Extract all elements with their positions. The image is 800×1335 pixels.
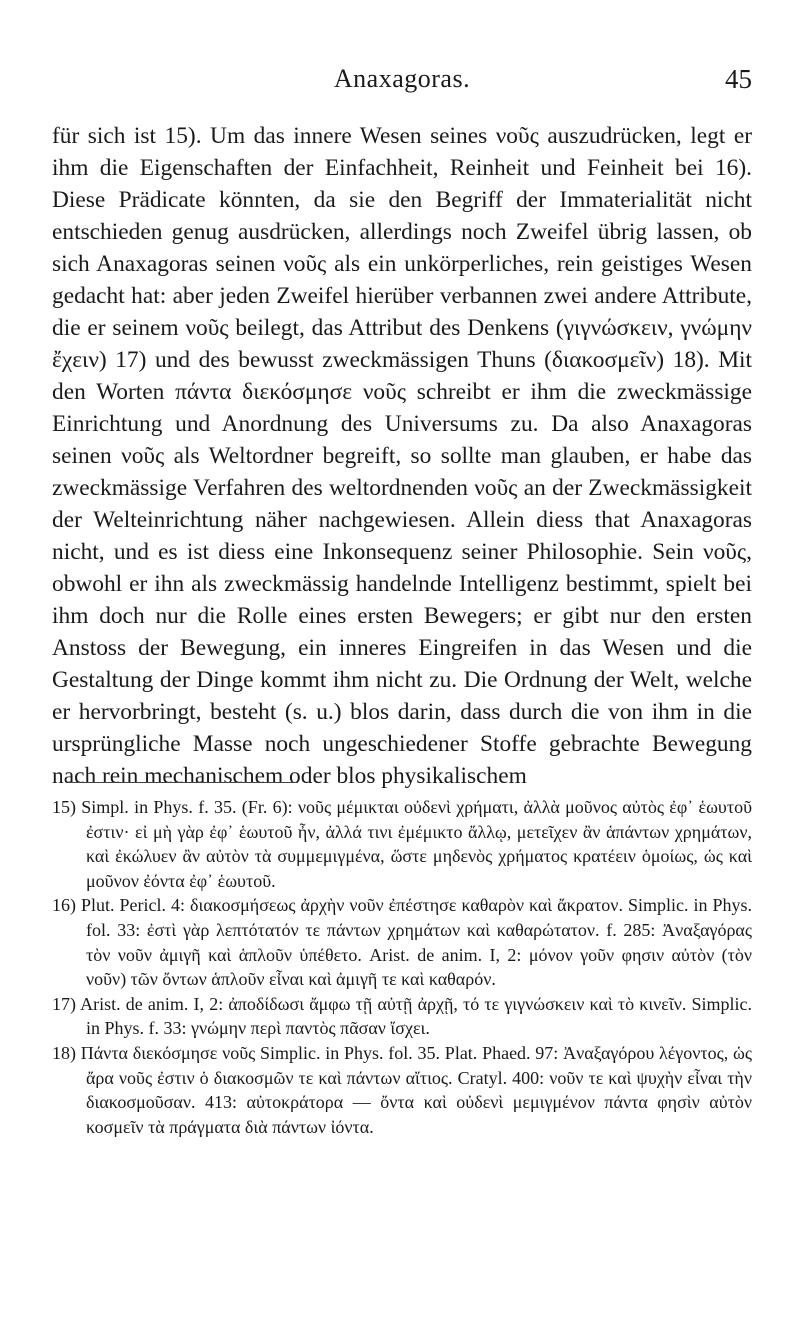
footnote-17: 17) Arist. de anim. I, 2: ἀποδίδωσι ἄμφω τῇ αὐτῇ ἀρχῇ, τό τε γιγνώσκειν καὶ τὸ κινεῖν. Simplic. in Phys. f. 33: γνώμην περὶ παντὸς πᾶσαν ἴσχει. xyxy=(52,993,752,1039)
main-text xyxy=(52,120,752,792)
footnotes xyxy=(52,795,752,1139)
footnote-16: 16) Plut. Pericl. 4: διακοσμήσεως ἀρχὴν νοῦν ἐπέστησε καθαρὸν καὶ ἄκρατον. Simplic. in Phys. fol. 33: ἐστὶ γὰρ λεπτότατόν τε πάντων χρημάτων καὶ καθαρώτατον. f. 285: Ἀναξαγόρας τὸν νοῦν ἀμιγῆ καὶ ἁπλοῦν ὑπέθετο. Arist. de anim. I, 2: μόνον γοῦν φησιν αὐτὸν (τὸν νοῦν) τῶν ὄντων ἁπλοῦν εἶναι καὶ ἀμιγῆ τε καὶ καθαρόν. xyxy=(52,895,752,990)
footnote-15: 15) Simpl. in Phys. f. 35. (Fr. 6): νοῦς μέμικται οὐδενὶ χρήματι, ἀλλὰ μοῦνος αὐτὸς ἐφ᾽ ἑωυτοῦ ἐστιν· εἰ μὴ γὰρ ἐφ᾽ ἑωυτοῦ ἦν, ἀλλά τινι ἐμέμικτο ἄλλῳ, μετεῖχεν ἂν ἁπάντων χρημάτων, καὶ ἐκώλυεν ἂν αὐτὸν τὰ συμμεμιγμένα, ὥστε μηδενὸς χρήματος κρατέειν ὁμοίως, ὡς καὶ μοῦνον ἐόντα ἐφ᾽ ἑωυτοῦ. xyxy=(52,797,752,891)
page-header xyxy=(52,64,752,104)
footnote-18: 18) Πάντα διεκόσμησε νοῦς Simplic. in Phys. fol. 35. Plat. Phaed. 97: Ἀναξαγόρου λέγοντος, ὡς ἄρα νοῦς ἐστιν ὁ διακοσμῶν τε καὶ πάντων αἴτιος. Cratyl. 400: νοῦν τε καὶ ψυχὴν εἶναι τὴν διακοσμοῦσαν. 413: αὐτοκράτορα — ὄντα καὶ οὐδενὶ μεμιγμένον πάντα φησὶν αὐτὸν κοσμεῖν τὰ πράγματα διὰ πάντων ἰόντα. xyxy=(52,1042,752,1137)
footnote-separator xyxy=(68,782,298,783)
running-title: Anaxagoras. xyxy=(333,64,471,93)
page-number: 45 xyxy=(725,64,752,94)
body-paragraph: für sich ist 15). Um das innere Wesen seines νοῦς auszudrücken, legt er ihm die Eigenschaften der Einfachheit, Reinheit und Feinheit bei 16). Diese Prädicate könnten, da sie den Begriff der Immaterialität nicht entschieden genug ausdrücken, allerdings noch Zweifel übrig lassen, ob sich Anaxagoras seinen νοῦς als ein unkörperliches, rein geistiges Wesen gedacht hat: aber jeden Zweifel hierüber verbannen zwei andere Attribute, die er seinem νοῦς beilegt, das Attribut des Denkens (γιγνώσκειν, γνώμην ἔχειν) 17) und des bewusst zweckmässigen Thuns (διακοσμεῖν) 18). Mit den Worten πάντα διεκόσμησε νοῦς schreibt er ihm die zweckmässige Einrichtung und Anordnung des Universums zu. Da also Anaxagoras seinen νοῦς als Weltordner begreift, so sollte man glauben, er habe das zweckmässige Verfahren des weltordnenden νοῦς an der Zweckmässigkeit der Welteinrichtung näher nachgewiesen. Allein diess that Anaxagoras nicht, und es ist diess eine Inkonsequenz seiner Philosophie. Sein νοῦς, obwohl er ihn als zweckmässig handelnde Intelligenz bestimmt, spielt bei ihm doch nur die Rolle eines ersten Bewegers; er gibt nur den ersten Anstoss der Bewegung, ein inneres Eingreifen in das Wesen und die Gestaltung der Dinge kommt ihm nicht zu. Die Ordnung der Welt, welche er hervorbringt, besteht (s. u.) blos darin, dass durch die von ihm in die ursprüngliche Masse noch ungeschiedener Stoffe gebrachte Bewegung nach rein mechanischem oder blos physikalischem xyxy=(52,123,752,789)
